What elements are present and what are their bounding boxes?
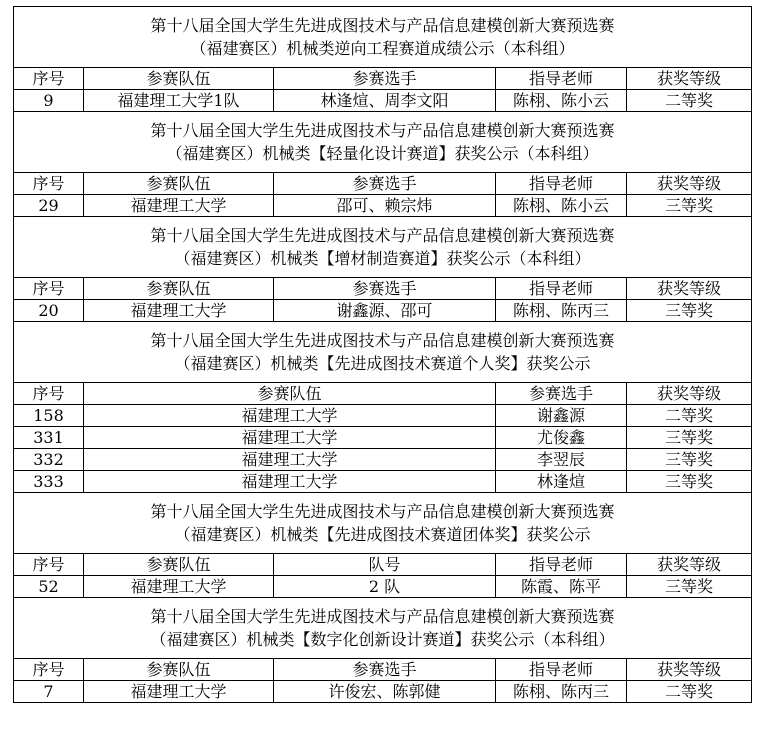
table-cell: 福建理工大学: [84, 300, 274, 322]
section-title-line2: （福建赛区）机械类【增材制造赛道】获奖公示（本科组）: [174, 249, 591, 268]
header-cell: 参赛队伍: [84, 68, 274, 90]
header-row: [14, 383, 752, 405]
table-cell: 福建理工大学: [84, 427, 496, 449]
table-cell: 2 队: [274, 576, 496, 598]
table-cell: 福建理工大学1队: [84, 90, 274, 112]
table-cell: 福建理工大学: [84, 195, 274, 217]
table-cell: 三等奖: [627, 471, 752, 493]
table-cell: 二等奖: [627, 681, 752, 703]
table-cell: 福建理工大学: [84, 449, 496, 471]
table-cell: 331: [14, 427, 84, 449]
header-cell: 序号: [14, 278, 84, 300]
section-title-line2: （福建赛区）机械类【轻量化设计赛道】获奖公示（本科组）: [166, 144, 599, 163]
table-cell: 52: [14, 576, 84, 598]
header-cell: 队号: [274, 554, 496, 576]
section-title-line2: （福建赛区）机械类【数字化创新设计赛道】获奖公示（本科组）: [150, 630, 615, 649]
header-cell: 参赛队伍: [84, 659, 274, 681]
table-row: [14, 681, 752, 703]
table-cell: 许俊宏、陈郭健: [274, 681, 496, 703]
table-cell: 333: [14, 471, 84, 493]
header-row: [14, 68, 752, 90]
table-cell: 三等奖: [627, 449, 752, 471]
table-cell: 三等奖: [627, 195, 752, 217]
table-row: [14, 90, 752, 112]
table-cell: 332: [14, 449, 84, 471]
section-title-line2: （福建赛区）机械类【先进成图技术赛道团体奖】获奖公示: [174, 525, 591, 544]
header-cell: 参赛队伍: [84, 554, 274, 576]
section-title-additive-manufacturing: [14, 217, 752, 278]
table-cell: 三等奖: [627, 576, 752, 598]
header-cell: 参赛队伍: [84, 383, 496, 405]
table-cell: 陈栩、陈小云: [496, 90, 627, 112]
table-cell: 林逢煊、周李文阳: [274, 90, 496, 112]
table-cell: 尤俊鑫: [496, 427, 627, 449]
section-title-line1: 第十八届全国大学生先进成图技术与产品信息建模创新大赛预选赛: [150, 121, 615, 140]
header-cell: 指导老师: [496, 554, 627, 576]
section-title-line2: （福建赛区）机械类逆向工程赛道成绩公示（本科组）: [190, 39, 575, 58]
table-row: [14, 449, 752, 471]
header-cell: 参赛队伍: [84, 173, 274, 195]
table-cell: 7: [14, 681, 84, 703]
section-title-line1: 第十八届全国大学生先进成图技术与产品信息建模创新大赛预选赛: [150, 502, 615, 521]
header-cell: 参赛选手: [274, 659, 496, 681]
table-row: [14, 576, 752, 598]
header-cell: 序号: [14, 554, 84, 576]
header-cell: 参赛选手: [274, 68, 496, 90]
header-cell: 序号: [14, 68, 84, 90]
header-row: [14, 659, 752, 681]
table-row: [14, 471, 752, 493]
header-row: [14, 278, 752, 300]
header-cell: 序号: [14, 383, 84, 405]
header-cell: 获奖等级: [627, 68, 752, 90]
header-cell: 参赛选手: [496, 383, 627, 405]
table-cell: 三等奖: [627, 427, 752, 449]
table-row: [14, 300, 752, 322]
section-title-line1: 第十八届全国大学生先进成图技术与产品信息建模创新大赛预选赛: [150, 607, 615, 626]
header-cell: 指导老师: [496, 173, 627, 195]
section-title-individual-award: [14, 322, 752, 383]
section-title-line2: （福建赛区）机械类【先进成图技术赛道个人奖】获奖公示: [174, 354, 591, 373]
header-cell: 参赛选手: [274, 173, 496, 195]
header-cell: 序号: [14, 659, 84, 681]
table-cell: 林逢煊: [496, 471, 627, 493]
header-cell: 获奖等级: [627, 659, 752, 681]
table-cell: 陈栩、陈丙三: [496, 300, 627, 322]
table-cell: 福建理工大学: [84, 405, 496, 427]
table-row: [14, 405, 752, 427]
table-cell: 陈栩、陈小云: [496, 195, 627, 217]
header-row: [14, 173, 752, 195]
table-row: [14, 427, 752, 449]
section-title-line1: 第十八届全国大学生先进成图技术与产品信息建模创新大赛预选赛: [150, 16, 615, 35]
table-cell: 邵可、赖宗炜: [274, 195, 496, 217]
header-cell: 指导老师: [496, 659, 627, 681]
table-cell: 李翌辰: [496, 449, 627, 471]
header-cell: 参赛选手: [274, 278, 496, 300]
section-title-reverse-engineering: [14, 7, 752, 68]
header-cell: 获奖等级: [627, 278, 752, 300]
section-title-team-award: [14, 493, 752, 554]
header-cell: 获奖等级: [627, 173, 752, 195]
header-cell: 序号: [14, 173, 84, 195]
table-cell: 三等奖: [627, 300, 752, 322]
table-cell: 福建理工大学: [84, 681, 274, 703]
table-cell: 158: [14, 405, 84, 427]
table-cell: 20: [14, 300, 84, 322]
header-cell: 获奖等级: [627, 383, 752, 405]
results-table: [13, 6, 752, 703]
table-cell: 谢鑫源: [496, 405, 627, 427]
table-cell: 谢鑫源、邵可: [274, 300, 496, 322]
section-title-lightweight-design: [14, 112, 752, 173]
table-row: [14, 195, 752, 217]
table-cell: 9: [14, 90, 84, 112]
table-cell: 陈栩、陈丙三: [496, 681, 627, 703]
header-cell: 指导老师: [496, 68, 627, 90]
section-title-digital-innovation: [14, 598, 752, 659]
header-cell: 参赛队伍: [84, 278, 274, 300]
section-title-line1: 第十八届全国大学生先进成图技术与产品信息建模创新大赛预选赛: [150, 226, 615, 245]
results-document: [13, 6, 751, 703]
table-cell: 29: [14, 195, 84, 217]
table-cell: 二等奖: [627, 90, 752, 112]
table-cell: 福建理工大学: [84, 471, 496, 493]
table-cell: 福建理工大学: [84, 576, 274, 598]
section-title-line1: 第十八届全国大学生先进成图技术与产品信息建模创新大赛预选赛: [150, 331, 615, 350]
table-cell: 二等奖: [627, 405, 752, 427]
table-cell: 陈霞、陈平: [496, 576, 627, 598]
header-row: [14, 554, 752, 576]
header-cell: 指导老师: [496, 278, 627, 300]
header-cell: 获奖等级: [627, 554, 752, 576]
